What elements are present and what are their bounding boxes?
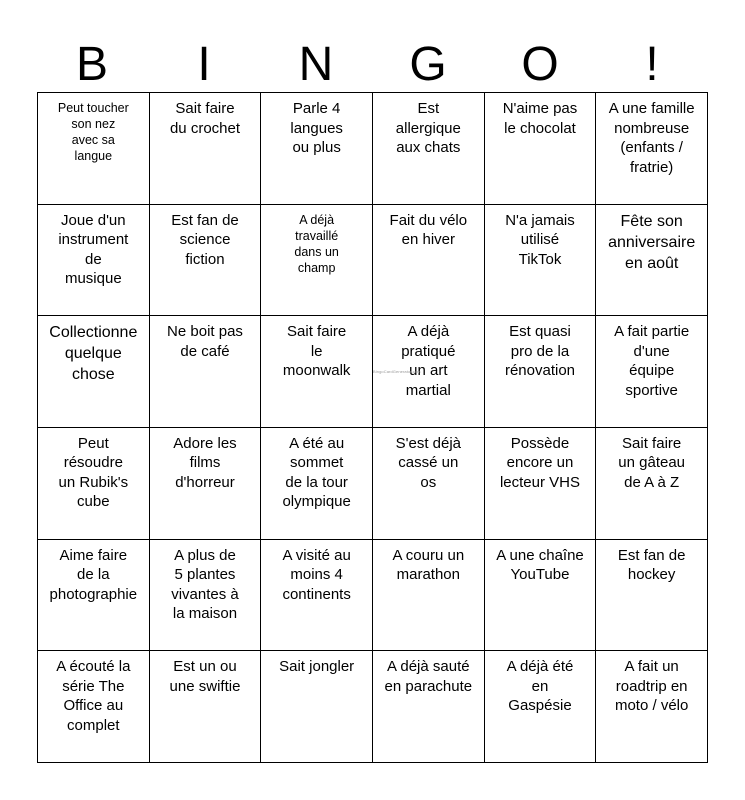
cell-text: A écouté la série The Office au complet — [56, 658, 131, 734]
cell-text: Adore les films d'horreur — [173, 434, 237, 491]
bingo-cell[interactable] — [150, 540, 262, 652]
cell-text: A une chaîne YouTube — [496, 546, 584, 584]
cell-text: A déjà sauté en parachute — [384, 658, 473, 695]
bingo-cell[interactable] — [485, 428, 597, 540]
free-space-watermark: BingoCardGenerator.com — [372, 369, 421, 375]
cell-text: A une famille nombreuse (enfants / fratrie) — [608, 100, 695, 176]
header-letter-b: B — [75, 38, 108, 91]
cell-text: Sait faire un gâteau de A à Z — [618, 434, 686, 491]
cell-text: A visité au moins 4 continents — [282, 546, 351, 603]
bingo-cell[interactable] — [485, 540, 597, 652]
bingo-cell[interactable] — [38, 428, 150, 540]
bingo-cell[interactable] — [150, 428, 262, 540]
bingo-cell[interactable] — [596, 540, 708, 652]
cell-text: A fait un roadtrip en moto / vélo — [614, 658, 689, 715]
cell-text: S'est déjà cassé un os — [395, 434, 462, 491]
bingo-cell[interactable] — [38, 316, 150, 428]
cell-text: Possède encore un lecteur VHS — [499, 434, 581, 491]
cell-text: Ne boit pas de café — [167, 323, 243, 360]
cell-text: Peut résoudre un Rubik's cube — [58, 434, 129, 511]
bingo-cell[interactable] — [261, 428, 373, 540]
bingo-cell[interactable] — [596, 205, 708, 317]
cell-text: Sait faire du crochet — [169, 100, 241, 137]
bingo-cell[interactable] — [261, 93, 373, 205]
cell-text: Fait du vélo en hiver — [389, 211, 468, 249]
cell-text: A déjà pratiqué un art martial — [401, 323, 456, 399]
header-letter-exclamation: ! — [645, 38, 659, 91]
bingo-cell[interactable] — [373, 540, 485, 652]
bingo-header — [36, 38, 708, 92]
bingo-cell[interactable] — [261, 540, 373, 652]
cell-text: Peut toucher son nez avec sa langue — [57, 101, 129, 163]
bingo-cell[interactable] — [261, 651, 373, 763]
cell-text: Est allergique aux chats — [395, 100, 461, 156]
bingo-cell[interactable] — [38, 540, 150, 652]
header-letter-o: O — [521, 38, 559, 91]
cell-text: Est un ou une swiftie — [169, 658, 241, 695]
cell-text: Joue d'un instrument de musique — [58, 211, 129, 288]
cell-text: A déjà été en Gaspésie — [506, 658, 574, 715]
bingo-cell[interactable] — [373, 428, 485, 540]
bingo-cell[interactable] — [485, 316, 597, 428]
cell-text: Parle 4 langues ou plus — [290, 100, 343, 156]
bingo-cell[interactable] — [150, 316, 262, 428]
cell-text: Est fan de hockey — [617, 546, 686, 584]
cell-text: N'aime pas le chocolat — [502, 100, 578, 137]
bingo-cell[interactable] — [596, 428, 708, 540]
cell-text: A fait partie d'une équipe sportive — [614, 323, 690, 399]
bingo-cell[interactable] — [596, 651, 708, 763]
bingo-cell[interactable] — [150, 93, 262, 205]
bingo-cell[interactable] — [485, 651, 597, 763]
bingo-board — [37, 92, 708, 763]
header-letter-n: N — [298, 38, 334, 91]
bingo-cell[interactable] — [373, 205, 485, 317]
bingo-cell[interactable] — [38, 651, 150, 763]
header-letter-g: G — [409, 38, 447, 91]
bingo-cell[interactable] — [150, 651, 262, 763]
cell-text: A déjà travaillé dans un champ — [294, 212, 339, 275]
bingo-cell[interactable] — [485, 205, 597, 317]
bingo-cell[interactable] — [38, 93, 150, 205]
cell-text: Collectionne quelque chose — [49, 324, 138, 384]
bingo-cell[interactable] — [150, 205, 262, 317]
bingo-cell-free[interactable] — [373, 316, 485, 428]
bingo-cell[interactable] — [261, 316, 373, 428]
cell-text: A plus de 5 plantes vivantes à la maison — [171, 546, 239, 623]
cell-text: Fête son anniversaire en août — [608, 212, 696, 272]
bingo-cell[interactable] — [373, 93, 485, 205]
cell-text: N'a jamais utilisé TikTok — [505, 211, 575, 268]
cell-text: Sait jongler — [279, 658, 355, 676]
bingo-cell[interactable] — [373, 651, 485, 763]
bingo-cell[interactable] — [596, 93, 708, 205]
cell-text: Est fan de science fiction — [171, 211, 239, 268]
header-letter-i: I — [197, 38, 211, 91]
bingo-cell[interactable] — [261, 205, 373, 317]
cell-text: Aime faire de la photographie — [49, 546, 138, 603]
cell-text: A couru un marathon — [392, 546, 465, 584]
cell-text: Est quasi pro de la rénovation — [504, 323, 576, 380]
cell-text: Sait faire le moonwalk — [282, 323, 351, 380]
bingo-cell[interactable] — [596, 316, 708, 428]
cell-text: A été au sommet de la tour olympique — [282, 434, 351, 511]
bingo-cell[interactable] — [38, 205, 150, 317]
bingo-cell[interactable] — [485, 93, 597, 205]
